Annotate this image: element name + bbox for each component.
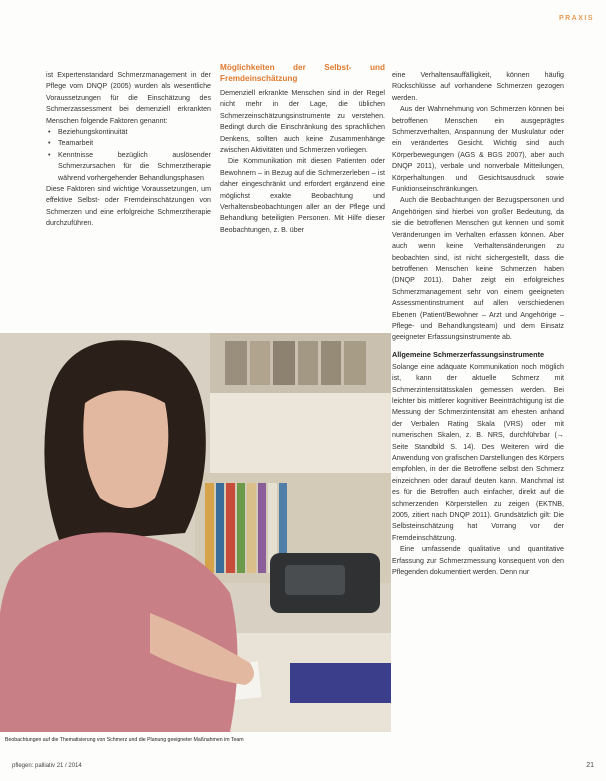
section-heading: Möglichkeiten der Selbst- und Fremdeinschätzung [220,63,385,83]
page-number: 21 [586,762,594,769]
col3-paragraph-1: eine Verhaltensauffälligkeit, können häufig Rückschlüsse auf vorhandene Schmerzen gezogen werden. [392,71,564,102]
column-1 [46,70,211,230]
list-item: • Kenntnisse bezüglich auslösender Schmerzursachen für die Schmerztherapie während vorhergehender Behandlungsphasen [54,150,211,184]
factor-list [46,127,211,184]
column-2 [220,62,385,236]
section-heading: Allgemeine Schmerzerfassungsinstrumente [392,349,545,359]
section-label: PRAXIS [558,15,594,22]
col3-paragraph-4: Solange eine adäquate Kommunikation noch möglich ist, kann der aktuelle Schmerz mit Schmerzintensitätsskalen gemessen werden. Bei leichter bis mittlerer kognitiver Beeinträchtigung ist die Messung der Schmerzintensität am ehesten anhand der Verbalen Rating Skala (VRS) oder mit numerischen Skalen, z. B. NRS, durchführbar (→ Seite Standbild S. 14). Des Weiteren wird die Anwendung von grafischen Darstellungen des Körpers empfohlen, in der die Betroffene selbst den Schmerz einzeichnen oder darauf deuten kann. Manchmal ist es für die Betroffen auch einfacher, direkt auf die schmerzenden Körperstellen zu zeigen (EKTNB, 2005, zitiert nach DNQP 2011). Grundsätzlich gilt: Die Selbsteinschätzung hat Vorrang vor der Fremdeinschätzung. [392,362,564,542]
list-item: • Teamarbeit [54,138,211,149]
col1-intro: ist Expertenstandard Schmerzmanagement in der Pflege vom DNQP (2005) wurden als wesentliche Voraussetzungen für die Einschätzung des Schmerzassessment bei demenziell erkrankten Menschen folgende Faktoren genannt: [46,71,211,125]
col3-paragraph-2: Aus der Wahrnehmung von Schmerzen können bei betroffenen Menschen ein ausgeprägtes Schmerzverhalten, Anspannung der Muskulatur oder ein verändertes Gesicht. Wichtig sind auch Körperbewegungen (AGS & BGS 2007), aber auch DNQP 2011), verbale und nonverbale Mitteilungen, Körperhaltungen und Gesichtsausdruck sowie Funktionseinschränkungen. [392,105,564,194]
footer-publication: pflegen: palliativ 21 / 2014 [12,763,82,769]
column-3 [392,70,564,578]
nurse-photo [0,333,391,732]
photo-caption: Beobachtungen auf die Thematisierung von Schmerz und die Planung geeigneter Maßnahmen im Team [5,737,244,743]
col1-closing: Diese Faktoren sind wichtige Voraussetzungen, um effektive Selbst- oder Fremdeinschätzungen von Schmerzen und eine erfolgreiche Schmerztherapie durchzuführen. [46,185,211,228]
col3-paragraph-5: Eine umfassende qualitative und quantitative Erfassung zur Schmerzmessung konsequent von den Pflegenden dokumentiert werden. Denn nur [392,545,564,577]
col2-paragraph-1: Demenziell erkrankte Menschen sind in der Regel nicht mehr in der Lage, die üblichen Schmerzeinschätzungsinstrumente zu verstehen. Bedingt durch die Einschränkung des sprachlichen Denkens, sollten auch keine Zusammenhänge zwischen Aktivitäten und Schmerzen vorliegen. [220,89,385,155]
col3-paragraph-3: Auch die Beobachtungen der Bezugspersonen und Angehörigen sind hierbei von großer Bedeutung, da sie die betroffenen Menschen gut kennen und somit Veränderungen im Verhalten erfassen können. Aber auch wenn keine Verhaltensänderungen zu beobachten sind, ist nicht sichergestellt, dass die betroffenen Menschen keine Schmerzen haben (DNQP 2011). Daher zeigt ein erfolgreiches Schmerzmanagement sehr von einem geeigneten Assessmentinstrument auf allen verschiedenen Ebenen (Patient/Bewohner – Arzt und Angehörige – Pflege- und Behandlungsteam) und dem Einsatz geeigneter Erfassungsinstrumente ab. [392,196,564,342]
col2-paragraph-2: Die Kommunikation mit diesen Patienten oder Bewohnern – in Bezug auf die Schmerzerleben – ist daher eingeschränkt und erfordert ergänzend eine möglichst exakte Beobachtung und Verhaltensbeobachtungen aller an der Pflege und Behandlung beteiligten Personen. Mit Hilfe dieser Beobachtungen, z. B. über [220,157,385,234]
list-item: • Beziehungskontinuität [54,127,211,138]
